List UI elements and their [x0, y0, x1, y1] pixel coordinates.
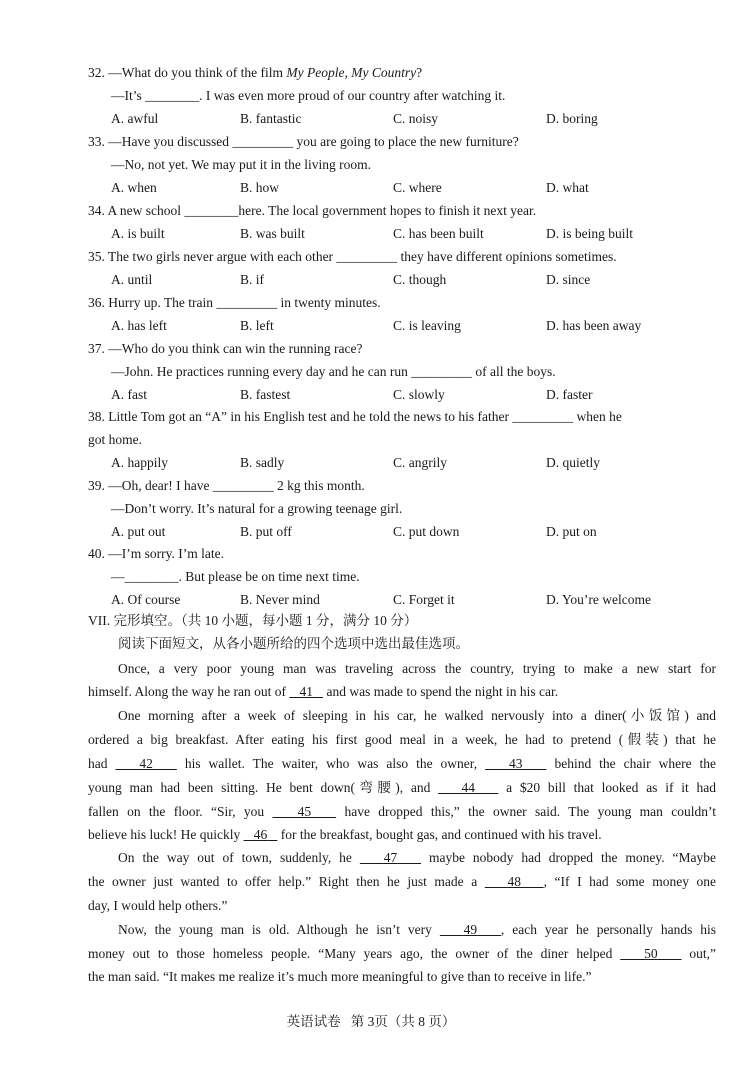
passage-text: had — [88, 756, 116, 771]
option-c: C. put down — [393, 524, 460, 539]
passage-text: a $20 bill that looked as if it had — [506, 780, 716, 795]
passage-text: believe his luck! He quickly — [88, 827, 244, 842]
passage-text: money out to those homeless people. “Many years ago, the owner of the diner helped — [88, 946, 621, 961]
question-32-line2-text: —It’s ________. I was even more proud of our country after watching it. — [111, 88, 506, 103]
option-b: B. Never mind — [240, 592, 320, 607]
blank-48: 48 — [507, 874, 521, 889]
option-a: A. put out — [111, 524, 166, 539]
option-b: B. was built — [240, 226, 305, 241]
blank-44: 44 — [461, 780, 475, 795]
blank-42: 42 — [139, 756, 153, 771]
option-c: C. is leaving — [393, 318, 461, 333]
option-d: D. faster — [546, 387, 593, 402]
passage-line — [0, 966, 742, 988]
question-37-options — [0, 384, 742, 406]
question-33-options — [0, 177, 742, 199]
question-39-stem-text: 39. —Oh, dear! I have _________ 2 kg this month. — [88, 478, 365, 493]
question-37-stem-text: 37. —Who do you think can win the running race? — [88, 341, 363, 356]
question-32-stem-text: 32. —What do you think of the film — [88, 65, 287, 80]
passage-text: have dropped this,” the owner said. The young man couldn’t — [344, 804, 716, 819]
option-c: C. slowly — [393, 387, 445, 402]
question-33-line2-text: —No, not yet. We may put it in the living room. — [111, 157, 372, 172]
film-title: My People, My Country — [286, 65, 417, 80]
option-a: A. happily — [111, 455, 168, 470]
blank-50: 50 — [644, 946, 658, 961]
blank-47: 47 — [383, 850, 398, 865]
passage-text: Once, a very poor young man was traveling across the country, trying to make a new start for — [118, 661, 716, 676]
blank-46: 46 — [253, 827, 268, 842]
question-38-stem-text: 38. Little Tom got an “A” in his English test and he told the news to his father _________ when he — [88, 409, 622, 424]
option-a: A. awful — [111, 111, 159, 126]
question-38-line2-text: got home. — [88, 432, 142, 447]
question-37-line2-text: —John. He practices running every day and he can run _________ of all the boys. — [111, 364, 556, 379]
question-39-options — [0, 521, 742, 543]
passage-text: out,” — [681, 946, 716, 961]
question-32-stem-end: ? — [416, 65, 423, 80]
question-38-line2 — [0, 429, 742, 451]
passage-text: ordered a big breakfast. After eating his first good meal in a week, he had to pretend (假装) that he — [88, 732, 716, 747]
option-c: C. angrily — [393, 455, 447, 470]
option-d: D. put on — [546, 524, 597, 539]
passage-text: On the way out of town, suddenly, he — [118, 850, 360, 865]
option-c: C. noisy — [393, 111, 439, 126]
question-34-stem — [0, 200, 742, 222]
passage-line — [0, 753, 742, 775]
passage-text: day, I would help others.” — [88, 898, 228, 913]
passage-text: Now, the young man is old. Although he isn’t very — [118, 922, 440, 937]
question-36-options — [0, 315, 742, 337]
option-c: C. where — [393, 180, 442, 195]
option-a: A. until — [111, 272, 153, 287]
passage-line — [0, 705, 742, 727]
question-40-options — [0, 589, 742, 611]
passage-text: himself. Along the way he ran out of — [88, 684, 290, 699]
option-d: D. is being built — [546, 226, 633, 241]
passage-line — [0, 681, 742, 703]
question-38-stem — [0, 406, 742, 428]
question-38-options — [0, 452, 742, 474]
option-d: D. has been away — [546, 318, 642, 333]
passage-text: fallen on the floor. “Sir, you — [88, 804, 273, 819]
passage-line — [0, 729, 742, 751]
passage-text: , “If I had some money one — [543, 874, 716, 889]
passage-text: the man said. “It makes me realize it’s much more meaningful to give than to receive in life.” — [88, 969, 592, 984]
blank-43: 43 — [509, 756, 523, 771]
question-35-stem-text: 35. The two girls never argue with each other _________ they have different opinions sometimes. — [88, 249, 617, 264]
passage-line — [0, 871, 742, 893]
question-37-line2 — [0, 361, 742, 383]
option-b: B. if — [240, 272, 265, 287]
question-36-stem-text: 36. Hurry up. The train _________ in twenty minutes. — [88, 295, 381, 310]
question-34-stem-text: 34. A new school ________here. The local government hopes to finish it next year. — [88, 203, 537, 218]
question-32-options — [0, 108, 742, 130]
option-b: B. fastest — [240, 387, 291, 402]
question-39-line2-text: —Don’t worry. It’s natural for a growing teenage girl. — [111, 501, 403, 516]
option-a: A. Of course — [111, 592, 181, 607]
blank-45: 45 — [297, 804, 312, 819]
question-35-options — [0, 269, 742, 291]
passage-text: his wallet. The waiter, who was also the owner, — [184, 756, 486, 771]
passage-text: One morning after a week of sleeping in his car, he walked nervously into a diner(小饭馆) and — [118, 708, 716, 723]
section-heading-text: VII. 完形填空。（共 10 小题，每小题 1 分，满分 10 分） — [88, 613, 418, 628]
section-instruction — [0, 633, 742, 655]
option-d: D. You’re welcome — [546, 592, 651, 607]
page-footer — [0, 1011, 742, 1033]
question-33-stem-text: 33. —Have you discussed _________ you are going to place the new furniture? — [88, 134, 519, 149]
section-heading — [0, 610, 742, 632]
question-40-stem-text: 40. —I’m sorry. I’m late. — [88, 546, 224, 561]
blank-41: 41 — [299, 684, 313, 699]
option-c: C. has been built — [393, 226, 484, 241]
question-34-options — [0, 223, 742, 245]
question-40-stem — [0, 543, 742, 565]
option-b: B. how — [240, 180, 280, 195]
option-c: C. though — [393, 272, 447, 287]
option-b: B. sadly — [240, 455, 285, 470]
passage-line — [0, 801, 742, 823]
option-b: B. put off — [240, 524, 292, 539]
question-32-stem — [0, 62, 742, 84]
passage-line — [0, 919, 742, 941]
question-39-line2 — [0, 498, 742, 520]
passage-line — [0, 824, 742, 846]
passage-text: maybe nobody had dropped the money. “Maybe — [428, 850, 716, 865]
question-39-stem — [0, 475, 742, 497]
option-d: D. quietly — [546, 455, 600, 470]
option-a: A. has left — [111, 318, 167, 333]
option-a: A. fast — [111, 387, 147, 402]
passage-text: the owner just wanted to offer help.” Right then he just made a — [88, 874, 485, 889]
question-40-line2 — [0, 566, 742, 588]
question-33-stem — [0, 131, 742, 153]
passage-text: for the breakfast, bought gas, and continued with his travel. — [277, 827, 602, 842]
option-d: D. since — [546, 272, 591, 287]
passage-line — [0, 943, 742, 965]
passage-line — [0, 658, 742, 680]
passage-text: young man had been sitting. He bent down(弯腰), and — [88, 780, 439, 795]
section-instruction-text: 阅读下面短文，从各小题所给的四个选项中选出最佳选项。 — [118, 636, 469, 651]
option-b: B. fantastic — [240, 111, 302, 126]
passage-text: and was made to spend the night in his car. — [323, 684, 559, 699]
option-c: C. Forget it — [393, 592, 455, 607]
option-d: D. what — [546, 180, 589, 195]
passage-line — [0, 777, 742, 799]
passage-text: behind the chair where the — [554, 756, 716, 771]
question-36-stem — [0, 292, 742, 314]
option-a: A. when — [111, 180, 157, 195]
passage-text: , each year he personally hands his — [500, 922, 716, 937]
question-37-stem — [0, 338, 742, 360]
question-33-line2 — [0, 154, 742, 176]
question-32-line2 — [0, 85, 742, 107]
question-40-line2-text: —________. But please be on time next time. — [111, 569, 360, 584]
option-d: D. boring — [546, 111, 598, 126]
blank-49: 49 — [463, 922, 478, 937]
page-footer-text: 英语试卷 第 3页（共 8 页） — [286, 1014, 456, 1029]
question-35-stem — [0, 246, 742, 268]
passage-line — [0, 847, 742, 869]
passage-line — [0, 895, 742, 917]
option-a: A. is built — [111, 226, 165, 241]
option-b: B. left — [240, 318, 274, 333]
